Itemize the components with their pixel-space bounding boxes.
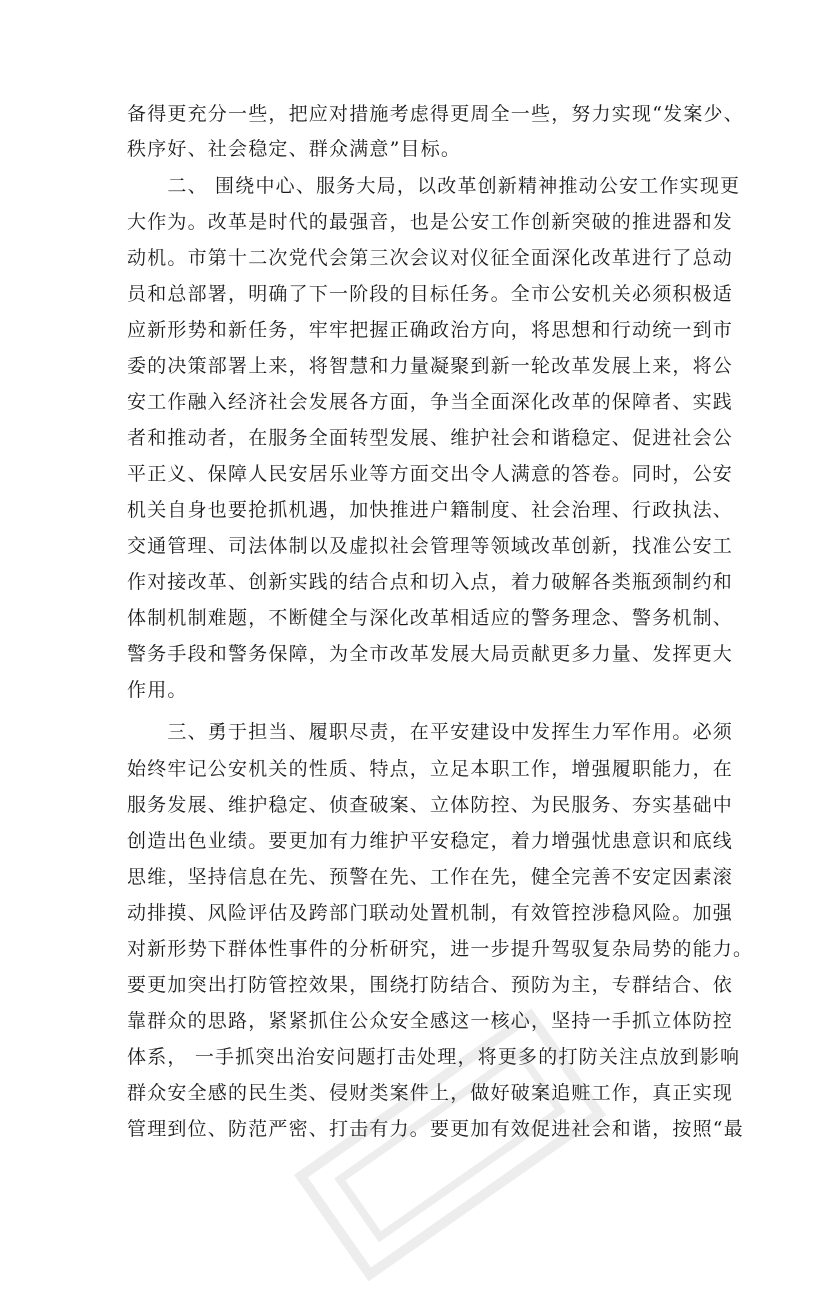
text-line: 大作为。改革是时代的最强音，也是公安工作创新突破的推进器和发	[127, 211, 734, 233]
text-line: 者和推动者，在服务全面转型发展、维护社会和谐稳定、促进社会公	[127, 427, 734, 449]
text-line: 始终牢记公安机关的性质、特点，立足本职工作，增强履职能力，在	[127, 758, 734, 780]
text-line: 要更加突出打防管控效果，围绕打防结合、预防为主，专群结合、依	[127, 974, 734, 996]
text-line: 群众安全感的民生类、侵财类案件上，做好破案追赃工作，真正实现	[127, 1082, 734, 1104]
text-line: 安工作融入经济社会发展各方面，争当全面深化改革的保障者、实践	[127, 391, 734, 413]
text-line: 机关自身也要抢抓机遇，加快推进户籍制度、社会治理、行政执法、	[127, 499, 734, 521]
text-line: 体制机制难题，不断健全与深化改革相适应的警务理念、警务机制、	[127, 607, 734, 629]
text-line: 秩序好、社会稳定、群众满意”目标。	[127, 138, 462, 160]
text-line: 二、 围绕中心、服务大局，以改革创新精神推动公安工作实现更	[127, 175, 741, 197]
text-line: 对新形势下群体性事件的分析研究，进一步提升驾驭复杂局势的能力。	[127, 938, 754, 960]
text-line: 靠群众的思路，紧紧抓住公众安全感这一核心，坚持一手抓立体防控	[127, 1010, 734, 1032]
text-line: 作对接改革、创新实践的结合点和切入点，着力破解各类瓶颈制约和	[127, 571, 734, 593]
text-line: 思维，坚持信息在先、预警在先、工作在先，健全完善不安定因素滚	[127, 866, 734, 888]
text-line: 应新形势和新任务，牢牢把握正确政治方向，将思想和行动统一到市	[127, 319, 734, 341]
text-line: 员和总部署，明确了下一阶段的目标任务。全市公安机关必须积极适	[127, 283, 734, 305]
text-line: 交通管理、司法体制以及虚拟社会管理等领域改革创新，找准公安工	[127, 535, 734, 557]
text-line: 管理到位、防范严密、打击有力。要更加有效促进社会和谐，按照“最	[127, 1118, 744, 1140]
text-line: 平正义、保障人民安居乐业等方面交出令人满意的答卷。同时，公安	[127, 463, 734, 485]
text-line: 警务手段和警务保障，为全市改革发展大局贡献更多力量、发挥更大	[127, 643, 734, 665]
text-line: 动排摸、风险评估及跨部门联动处置机制，有效管控涉稳风险。加强	[127, 902, 734, 924]
text-line: 作用。	[127, 679, 188, 701]
text-line: 备得更充分一些，把应对措施考虑得更周全一些，努力实现“发案少、	[127, 103, 744, 125]
text-line: 体系， 一手抓突出治安问题打击处理，将更多的打防关注点放到影响	[127, 1046, 741, 1068]
text-line: 三、勇于担当、履职尽责，在平安建设中发挥生力军作用。必须	[127, 721, 734, 743]
text-line: 创造出色业绩。要更加有力维护平安稳定，着力增强忧患意识和底线	[127, 830, 734, 852]
text-line: 服务发展、维护稳定、侦查破案、立体防控、为民服务、夯实基础中	[127, 794, 734, 816]
text-line: 动机。市第十二次党代会第三次会议对仪征全面深化改革进行了总动	[127, 247, 734, 269]
text-line: 委的决策部署上来，将智慧和力量凝聚到新一轮改革发展上来，将公	[127, 355, 734, 377]
